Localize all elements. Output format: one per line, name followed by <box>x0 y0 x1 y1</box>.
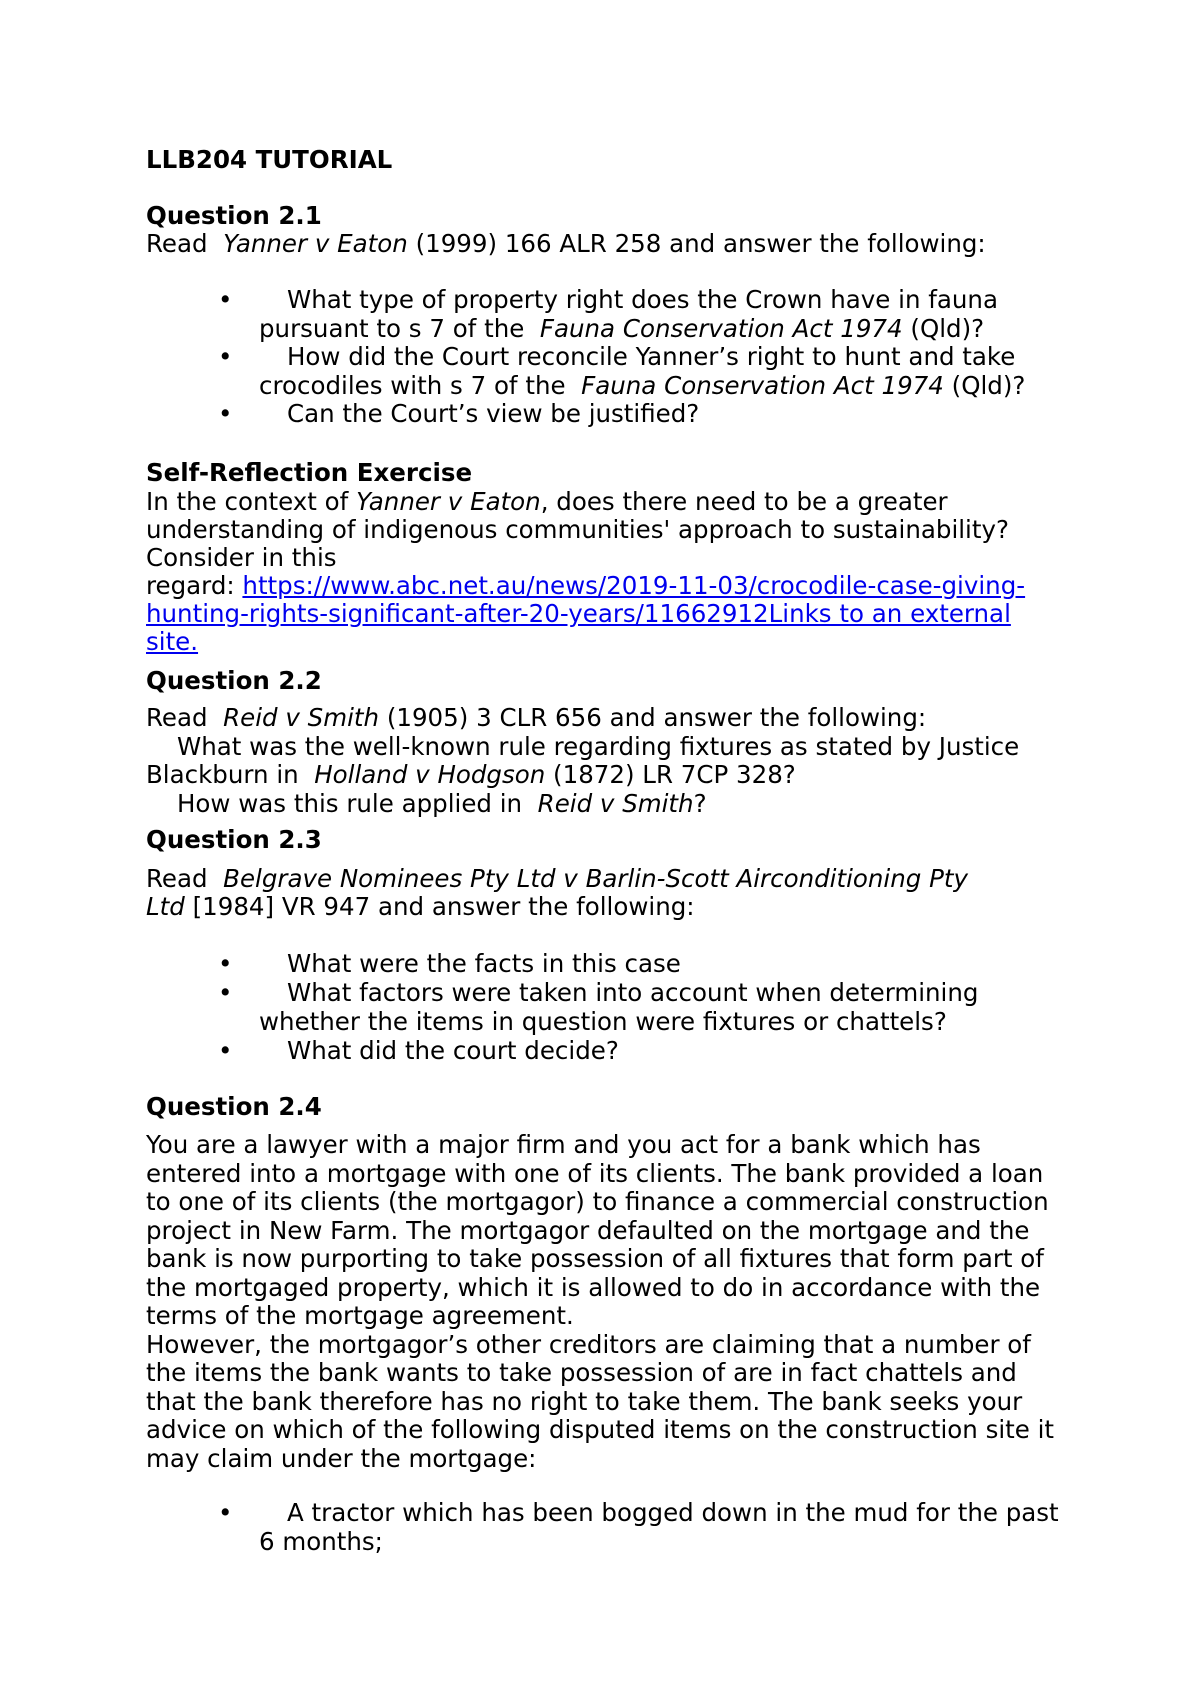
text: pursuant to s 7 of the <box>259 313 525 343</box>
question-2-1-heading: Question 2.1 <box>146 201 322 230</box>
paragraph-line: However, the mortgagor’s other creditors are claiming that a number of <box>146 1329 1031 1359</box>
self-reflection-line: Consider in this <box>146 543 337 572</box>
question-2-4-paragraph-1 <box>146 1131 1086 1473</box>
self-reflection-heading: Self-Reflection Exercise <box>146 458 473 487</box>
self-reflection-line <box>146 572 1086 601</box>
paragraph-line: that the bank therefore has no right to take them. The bank seeks your <box>146 1386 1023 1416</box>
paragraph-line: the mortgaged property, which it is allowed to do in accordance with the <box>146 1272 1041 1302</box>
case-name: Holland v Hodgson <box>314 760 546 789</box>
text: Read <box>146 703 208 732</box>
question-2-4-heading: Question 2.4 <box>146 1092 322 1121</box>
question-2-2-line <box>146 790 1117 819</box>
bullet-icon: • <box>218 342 233 371</box>
abc-news-link[interactable]: https://www.abc.net.au/news/2019-11-03/crocodile-case-giving- <box>242 571 1026 600</box>
text: ? <box>693 789 707 818</box>
paragraph-line: terms of the mortgage agreement. <box>146 1301 574 1330</box>
intro-read: Read <box>146 229 208 258</box>
list-item-text: A tractor which has been bogged down in the mud for the past <box>287 1498 1059 1527</box>
question-2-3-heading: Question 2.3 <box>146 825 322 854</box>
intro-citation: (1999) 166 ALR 258 and answer the following: <box>415 229 986 258</box>
list-item-text: What type of property right does the Crown have in fauna <box>287 285 998 314</box>
question-2-1-intro <box>146 230 1086 259</box>
text: (1872) LR 7CP 328? <box>553 760 796 789</box>
bullet-icon: • <box>218 978 233 1007</box>
text: In the context of <box>146 487 349 516</box>
paragraph-line: advice on which of the following disputed items on the construction site it <box>146 1415 1055 1444</box>
paragraph-line: bank is now purporting to take possession of all fixtures that form part of <box>146 1244 1044 1273</box>
case-name: Reid v Smith <box>537 789 694 818</box>
self-reflection-line <box>146 488 1086 517</box>
list-item-text: Can the Court’s view be justified? <box>287 399 700 428</box>
abc-news-link-cont[interactable]: hunting-rights-significant-after-20-years/11662912Links to an external <box>146 599 1011 628</box>
self-reflection-line: understanding of indigenous communities' approach to sustainability? <box>146 515 1009 544</box>
case-name: Yanner v Eaton <box>223 229 408 258</box>
bullet-icon: • <box>218 1036 233 1065</box>
act-name: Fauna Conservation Act 1974 <box>539 313 903 343</box>
text: [1984] VR 947 and answer the following: <box>192 892 695 921</box>
list-item-text: What factors were taken into account when determining <box>287 978 979 1007</box>
paragraph-line: may claim under the mortgage: <box>146 1443 537 1473</box>
text: (Qld)? <box>910 313 985 343</box>
abc-news-link-cont[interactable]: site. <box>146 627 199 656</box>
bullet-icon: • <box>218 1498 233 1527</box>
text: Read <box>146 864 208 893</box>
question-2-3-intro <box>146 865 1086 894</box>
bullet-icon: • <box>218 285 233 314</box>
text: How was this rule applied in <box>177 789 523 818</box>
paragraph-line: project in New Farm. The mortgagor defaulted on the mortgage and the <box>146 1215 1030 1245</box>
paragraph-line: You are a lawyer with a major firm and you act for a bank which has <box>146 1130 981 1159</box>
self-reflection-line <box>146 600 1086 629</box>
list-item-text-cont: 6 months; <box>259 1526 383 1556</box>
question-2-2-line <box>146 761 1086 790</box>
list-item-text-cont <box>259 315 984 344</box>
text: regard: <box>146 571 235 600</box>
list-item-text-cont: whether the items in question were fixtures or chattels? <box>259 1006 947 1036</box>
case-name: Ltd <box>146 892 185 921</box>
question-2-2-line: What was the well-known rule regarding fixtures as stated by Justice <box>177 732 1020 761</box>
text: Blackburn in <box>146 760 299 789</box>
list-item-text-cont <box>259 372 1025 401</box>
case-name: Belgrave Nominees Pty Ltd v Barlin-Scott Airconditioning Pty <box>223 864 968 893</box>
paragraph-line: entered into a mortgage with one of its clients. The bank provided a loan <box>146 1158 1044 1188</box>
question-2-2-intro <box>146 704 1086 733</box>
list-item-text: How did the Court reconcile Yanner’s right to hunt and take <box>287 342 1016 371</box>
text: , does there need to be a greater <box>540 487 948 516</box>
document-title: LLB204 TUTORIAL <box>146 145 393 174</box>
paragraph-line: the items the bank wants to take possession of are in fact chattels and <box>146 1358 1017 1387</box>
case-name: Yanner v Eaton <box>356 487 541 516</box>
question-2-2-heading: Question 2.2 <box>146 666 322 695</box>
bullet-icon: • <box>218 949 233 978</box>
self-reflection-line <box>146 628 1086 657</box>
case-name: Reid v Smith <box>223 703 380 732</box>
text: (Qld)? <box>951 370 1026 400</box>
text: (1905) 3 CLR 656 and answer the following: <box>386 703 927 732</box>
bullet-icon: • <box>218 399 233 428</box>
question-2-3-intro-cont <box>146 893 1086 922</box>
list-item-text: What were the facts in this case <box>287 949 681 978</box>
list-item-text: What did the court decide? <box>287 1036 619 1065</box>
act-name: Fauna Conservation Act 1974 <box>581 370 944 400</box>
paragraph-line: to one of its clients (the mortgagor) to finance a commercial construction <box>146 1187 1049 1216</box>
text: crocodiles with s 7 of the <box>259 370 566 400</box>
